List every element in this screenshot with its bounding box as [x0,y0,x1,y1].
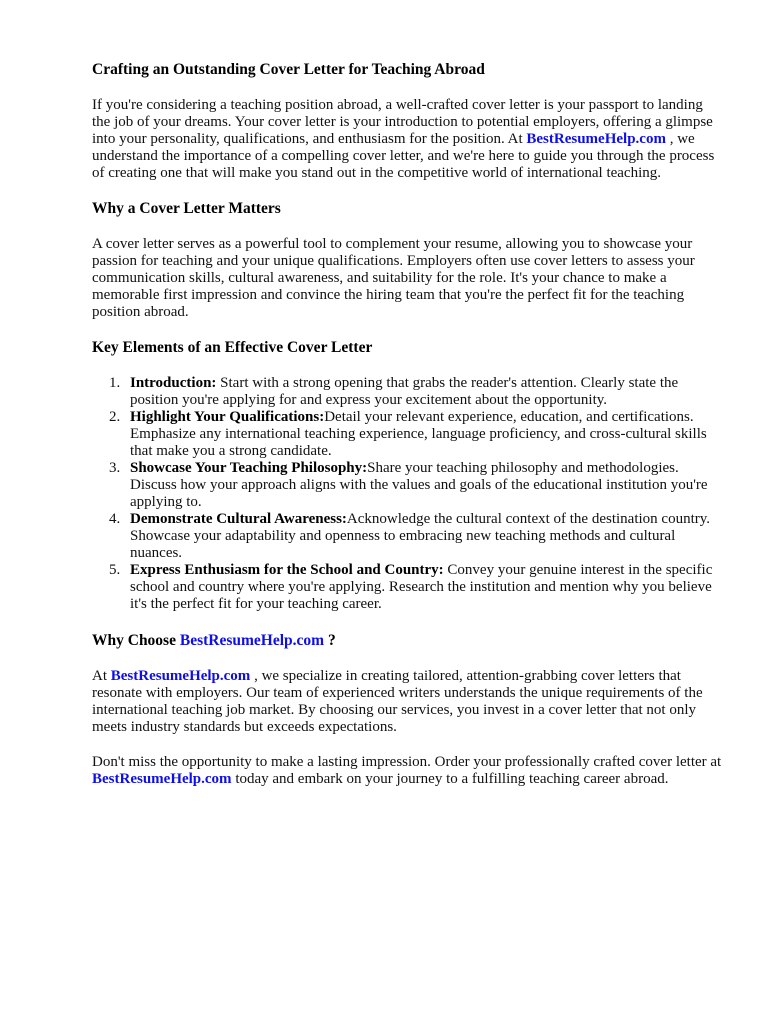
list-item-number: 4. [109,511,121,527]
list-item [92,562,724,613]
document-title: Crafting an Outstanding Cover Letter for Teaching Abroad [92,61,485,78]
bestresumehelp-link[interactable]: BestResumeHelp.com [526,131,666,147]
list-item-label: Introduction: [130,375,217,391]
list-item-text: Convey your genuine interest in the specific school and country where you're applying. Research the institution and mention why you believe it's the perfect fit for your teaching career. [130,562,713,612]
document-content [92,61,724,788]
list-item-number: 2. [109,409,121,425]
list-item-text: Detail your relevant experience, education, and certifications. Emphasize any international teaching experience, language proficiency, and cross-cultural skills that make you a strong candidate. [130,409,707,459]
list-item-label: Express Enthusiasm for the School and Country: [130,562,444,578]
list-item-label: Demonstrate Cultural Awareness: [130,511,347,527]
list-item-text: Share your teaching philosophy and methodologies. Discuss how your approach aligns with the values and goals of the educational institution you're applying to. [130,460,708,510]
list-item-label: Highlight Your Qualifications: [130,409,325,425]
list-item [92,375,724,409]
closing-paragraph [92,754,724,788]
list-item-text: Start with a strong opening that grabs the reader's attention. Clearly state the position you're applying for and express your excitement about the opportunity. [130,375,679,408]
why-choose-text-pre: At [92,668,111,684]
key-elements-list [92,375,724,613]
closing-text-pre: Don't miss the opportunity to make a lasting impression. Order your professionally crafted cover letter at [92,754,722,770]
key-elements-heading: Key Elements of an Effective Cover Letter [92,339,373,356]
bestresumehelp-link[interactable]: BestResumeHelp.com [110,668,251,684]
why-cover-letter-paragraph: A cover letter serves as a powerful tool to complement your resume, allowing you to showcase your passion for teaching and your unique qualifications. Employers often use cover letters to assess your communication skills, cultural awareness, and suitability for the role. It's your chance to make a memorable first impression and convince the hiring team that you're the perfect fit for the teaching position abroad. [92,236,695,320]
list-item-number: 5. [109,562,121,578]
list-item-number: 3. [109,460,121,476]
list-item [92,511,724,562]
why-choose-pre: Why Choose [92,632,180,649]
list-item [92,460,724,511]
intro-text-post: , we understand the importance of a compelling cover letter, and we're here to guide you through the process of creating one that will make you stand out in the competitive world of international teaching. [92,131,715,181]
why-choose-post: ? [324,632,336,649]
closing-text-post: today and embark on your journey to a fulfilling teaching career abroad. [231,771,669,787]
list-item-label: Showcase Your Teaching Philosophy: [130,460,368,476]
why-cover-letter-heading: Why a Cover Letter Matters [92,200,281,217]
why-choose-heading [92,632,724,649]
intro-paragraph [92,97,724,182]
bestresumehelp-link[interactable]: BestResumeHelp.com [92,771,232,787]
list-item-text: Acknowledge the cultural context of the destination country. Showcase your adaptability and openness to embracing new teaching methods and cultural nuances. [130,511,711,561]
why-choose-paragraph [92,668,724,736]
bestresumehelp-link[interactable]: BestResumeHelp.com [179,632,325,649]
list-item-number: 1. [109,375,121,391]
intro-text-pre: If you're considering a teaching position abroad, a well-crafted cover letter is your passport to landing the job of your dreams. Your cover letter is your introduction to potential employers, offering a glimpse into your personality, qualifications, and enthusiasm for the position. At [92,97,713,147]
why-choose-text-post: , we specialize in creating tailored, attention-grabbing cover letters that resonate with employers. Our team of experienced writers understands the unique requirements of the international teaching job market. By choosing our services, you invest in a cover letter that not only meets industry standards but exceeds expectations. [92,668,703,735]
list-item [92,409,724,460]
